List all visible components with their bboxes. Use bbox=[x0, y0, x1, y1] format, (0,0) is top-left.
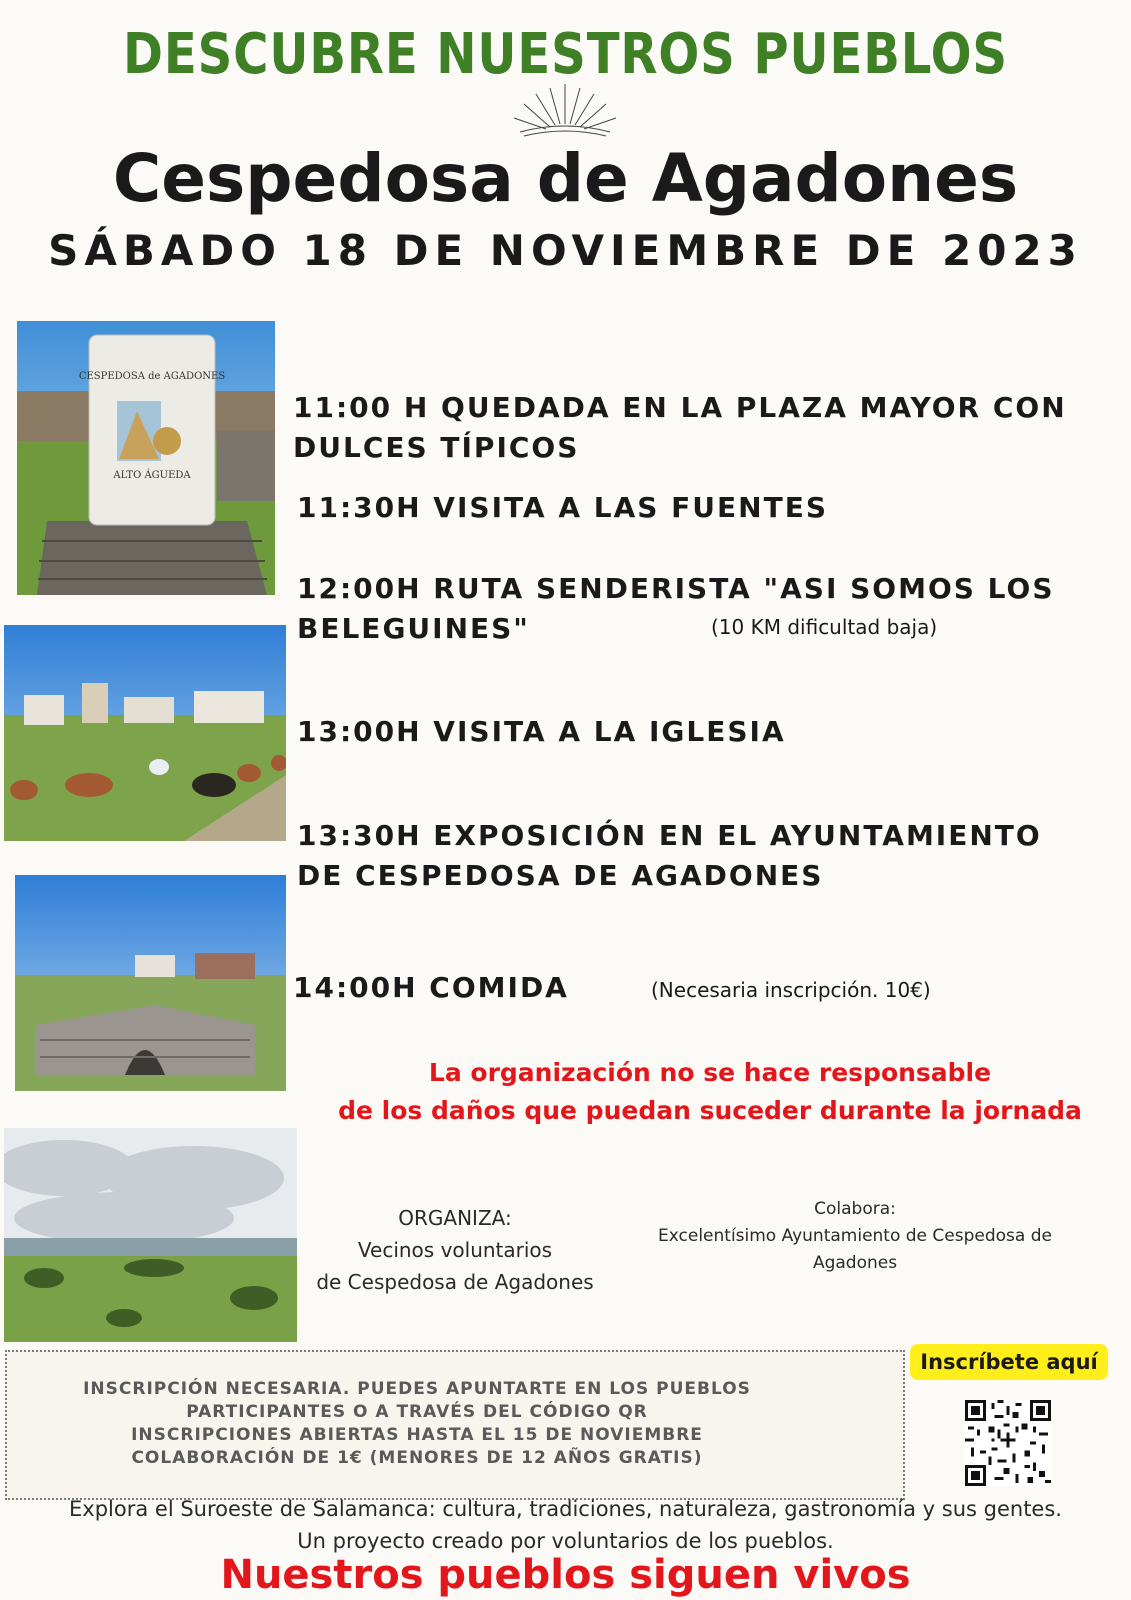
schedule-note: (Necesaria inscripción. 10€) bbox=[651, 978, 931, 1002]
qr-code-icon[interactable] bbox=[965, 1400, 1051, 1486]
schedule-line: 13:30H EXPOSICIÓN EN EL AYUNTAMIENTO bbox=[297, 819, 1042, 852]
registration-text bbox=[7, 1378, 827, 1470]
registration-line: COLABORACIÓN DE 1€ (MENORES DE 12 AÑOS GRATIS) bbox=[131, 1448, 703, 1468]
town-name: Cespedosa de Agadones bbox=[112, 140, 1019, 217]
organizer-line: Vecinos voluntarios bbox=[357, 1238, 553, 1262]
collaborator-line: Excelentísimo Ayuntamiento de Cespedosa de bbox=[658, 1226, 1052, 1246]
organizer-block bbox=[300, 1202, 610, 1298]
village-cows-photo bbox=[4, 625, 286, 841]
schedule-line: 14:00H COMIDA bbox=[293, 971, 569, 1004]
slogan: Nuestros pueblos siguen vivos bbox=[220, 1552, 911, 1598]
disclaimer-line: La organización no se hace responsable bbox=[428, 1058, 992, 1087]
schedule-line: DE CESPEDOSA DE AGADONES bbox=[297, 859, 824, 892]
organizer-line: de Cespedosa de Agadones bbox=[316, 1270, 594, 1294]
landscape-photo bbox=[4, 1128, 297, 1342]
collaborator-label: Colabora: bbox=[814, 1199, 896, 1219]
footer-project-text: Un proyecto creado por voluntarios de los pueblos. bbox=[297, 1529, 834, 1553]
schedule-note: (10 KM dificultad baja) bbox=[711, 615, 938, 639]
schedule-line: DULCES TÍPICOS bbox=[293, 431, 580, 464]
schedule-line: BELEGUINES" bbox=[297, 612, 530, 645]
registration-box bbox=[5, 1350, 905, 1500]
schedule-item bbox=[297, 816, 1042, 896]
collaborator-line: Agadones bbox=[812, 1253, 898, 1273]
footer-explore-text: Explora el Suroeste de Salamanca: cultura, tradiciones, naturaleza, gastronomía y sus gentes. bbox=[69, 1497, 1062, 1521]
schedule-line: 11:30H VISITA A LAS FUENTES bbox=[297, 491, 828, 524]
schedule-item bbox=[293, 968, 569, 1008]
schedule-item bbox=[297, 569, 1054, 649]
fountain-photo bbox=[15, 875, 286, 1091]
event-date: SÁBADO 18 DE NOVIEMBRE DE 2023 bbox=[48, 226, 1083, 275]
series-title: DESCUBRE NUESTROS PUEBLOS bbox=[123, 22, 1008, 87]
sign-text-bottom: ALTO ÁGUEDA bbox=[113, 470, 191, 481]
disclaimer-line: de los daños que puedan suceder durante la jornada bbox=[338, 1096, 1082, 1125]
registration-line: INSCRIPCIONES ABIERTAS HASTA EL 15 DE NOVIEMBRE bbox=[131, 1425, 703, 1445]
organizer-label: ORGANIZA: bbox=[398, 1206, 512, 1230]
registration-line: PARTICIPANTES O A TRAVÉS DEL CÓDIGO QR bbox=[186, 1402, 648, 1422]
town-sign-photo bbox=[17, 321, 275, 595]
schedule-line: 11:00 H QUEDADA EN LA PLAZA MAYOR CON bbox=[293, 391, 1067, 424]
signup-badge[interactable]: Inscríbete aquí bbox=[910, 1344, 1108, 1380]
sign-text-top: CESPEDOSA de AGADONES bbox=[78, 371, 226, 382]
schedule-line: 12:00H RUTA SENDERISTA "ASI SOMOS LOS bbox=[297, 572, 1055, 605]
schedule-item bbox=[297, 488, 828, 528]
collaborator-block bbox=[630, 1196, 1080, 1277]
registration-line: INSCRIPCIÓN NECESARIA. PUEDES APUNTARTE EN LOS PUEBLOS bbox=[83, 1379, 751, 1399]
sunburst-icon bbox=[510, 80, 620, 140]
schedule-line: 13:00H VISITA A LA IGLESIA bbox=[297, 715, 786, 748]
schedule-item bbox=[297, 712, 786, 752]
schedule-item bbox=[293, 388, 1067, 468]
disclaimer bbox=[300, 1054, 1120, 1130]
